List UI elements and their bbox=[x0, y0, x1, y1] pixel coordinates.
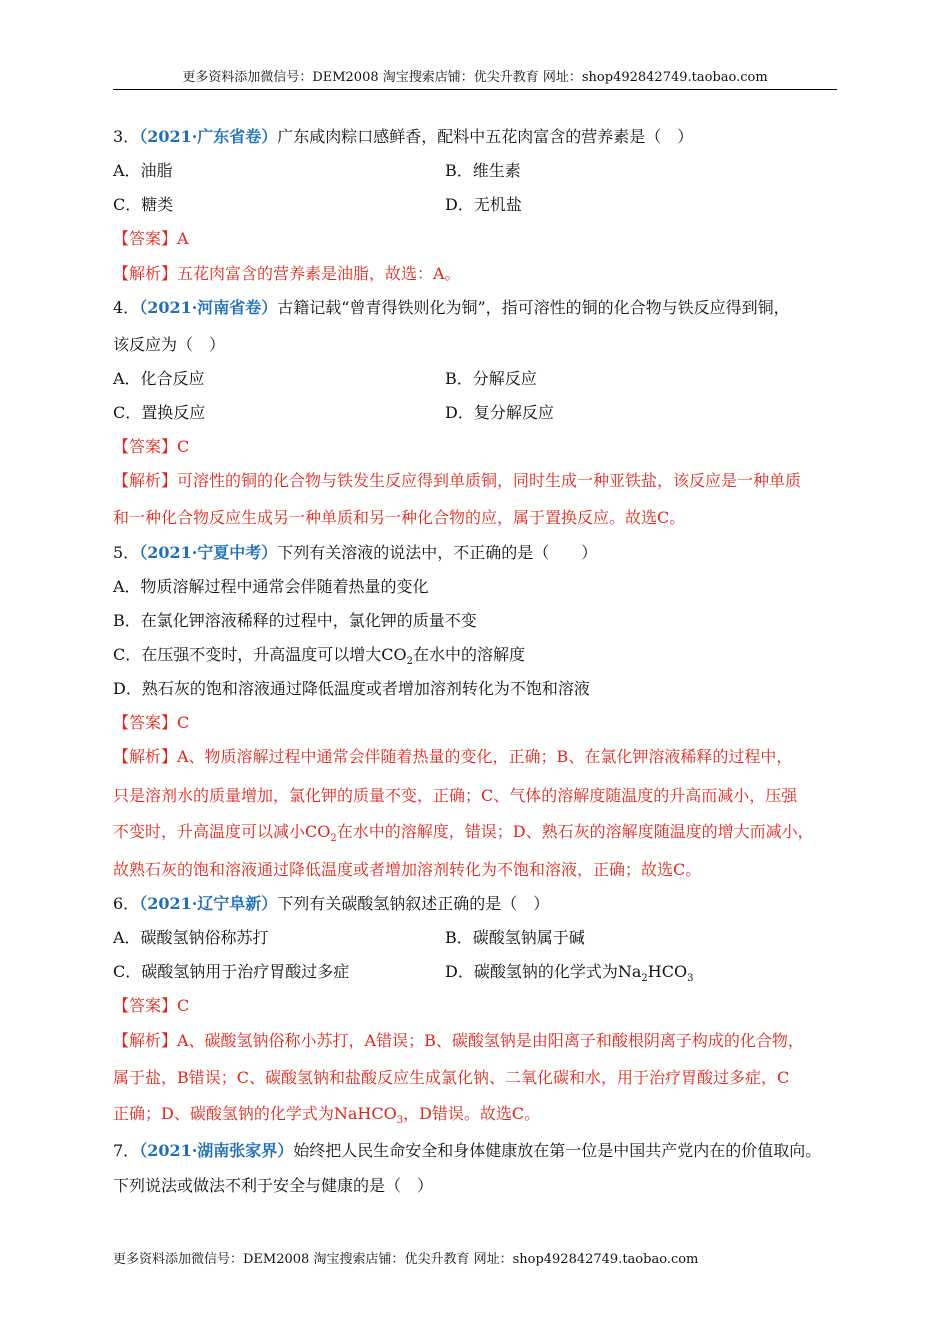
option-a: A．油脂 bbox=[113, 161, 173, 180]
option-b: B．在氯化钾溶液稀释的过程中，氯化钾的质量不变 bbox=[113, 611, 477, 630]
subscript: 2 bbox=[330, 833, 337, 845]
question-text: 下列有关溶液的说法中，不正确的是（ ） bbox=[277, 543, 598, 562]
question-text: 古籍记载“曾青得铁则化为铜”，指可溶性的铜的化合物与铁反应得到铜， bbox=[277, 298, 790, 317]
question-5-stem bbox=[113, 543, 597, 563]
analysis-text-cont: 在水中的溶解度，错误；D、熟石灰的溶解度随温度的增大而减小， bbox=[336, 822, 814, 841]
analysis: 【解析】可溶性的铜的化合物与铁发生反应得到单质铜，同时生成一种亚铁盐，该反应是一种单质 bbox=[113, 471, 802, 490]
question-source: （2021·辽宁阜新） bbox=[139, 894, 278, 913]
answer: 【答案】A bbox=[113, 229, 189, 248]
question-text-cont: 下列说法或做法不利于安全与健康的是（ ） bbox=[113, 1176, 434, 1195]
analysis-cont: 属于盐，B错误；C、碳酸氢钠和盐酸反应生成氯化钠、二氧化碳和水，用于治疗胃酸过多症，C bbox=[113, 1068, 790, 1087]
analysis: 【解析】五花肉富含的营养素是油脂，故选：A。 bbox=[113, 264, 461, 283]
option-c bbox=[113, 645, 525, 668]
question-4-stem bbox=[113, 298, 790, 318]
question-6-stem bbox=[113, 894, 549, 914]
option-a: A．化合反应 bbox=[113, 369, 205, 388]
answer: 【答案】C bbox=[113, 437, 190, 456]
option-b: B．维生素 bbox=[445, 161, 521, 180]
question-source: （2021·湖南张家界） bbox=[139, 1141, 294, 1160]
subscript: 2 bbox=[406, 656, 413, 668]
analysis-cont bbox=[113, 1104, 541, 1127]
analysis-cont: 只是溶剂水的质量增加，氯化钾的质量不变，正确；C、气体的溶解度随温度的升高而减小，压强 bbox=[113, 786, 798, 805]
option-d bbox=[445, 962, 694, 985]
question-number: 6． bbox=[113, 894, 140, 913]
option-c: C．置换反应 bbox=[113, 403, 206, 422]
question-text: 下列有关碳酸氢钠叙述正确的是（ ） bbox=[277, 894, 550, 913]
option-d: D．复分解反应 bbox=[445, 403, 554, 422]
analysis-text: 正确；D、碳酸氢钠的化学式为NaHCO bbox=[113, 1104, 397, 1123]
option-c-text: C．在压强不变时，升高温度可以增大CO bbox=[113, 645, 407, 664]
option-c: C．糖类 bbox=[113, 195, 174, 214]
option-d: D．熟石灰的饱和溶液通过降低温度或者增加溶剂转化为不饱和溶液 bbox=[113, 679, 590, 698]
option-d-text-cont: HCO bbox=[647, 962, 688, 981]
analysis-text: 不变时，升高温度可以减小CO bbox=[113, 822, 331, 841]
option-a: A．碳酸氢钠俗称苏打 bbox=[113, 928, 269, 947]
subscript: 3 bbox=[687, 973, 694, 985]
analysis-cont: 和一种化合物反应生成另一种单质和另一种化合物的应，属于置换反应。故选C。 bbox=[113, 508, 686, 527]
option-c-text-cont: 在水中的溶解度 bbox=[412, 645, 525, 664]
question-number: 4． bbox=[113, 298, 140, 317]
option-b: B．碳酸氢钠属于碱 bbox=[445, 928, 585, 947]
question-7-stem bbox=[113, 1141, 821, 1161]
question-source: （2021·广东省卷） bbox=[139, 127, 278, 146]
analysis-cont: 故熟石灰的饱和溶液通过降低温度或者增加溶剂转化为不饱和溶液，正确；故选C。 bbox=[113, 860, 702, 879]
page-header: 更多资料添加微信号：DEM2008 淘宝搜索店铺：优尖升教育 网址：shop492842749.taobao.com bbox=[113, 66, 837, 90]
page-footer: 更多资料添加微信号：DEM2008 淘宝搜索店铺：优尖升教育 网址：shop492842749.taobao.com bbox=[113, 1252, 699, 1267]
answer: 【答案】C bbox=[113, 713, 190, 732]
subscript: 2 bbox=[641, 973, 648, 985]
question-number: 5． bbox=[113, 543, 140, 562]
subscript: 3 bbox=[396, 1115, 404, 1127]
option-d: D．无机盐 bbox=[445, 195, 522, 214]
analysis: 【解析】A、碳酸氢钠俗称小苏打，A错误；B、碳酸氢钠是由阳离子和酸根阴离子构成的化合物， bbox=[113, 1031, 804, 1050]
option-a: A．物质溶解过程中通常会伴随着热量的变化 bbox=[113, 577, 429, 596]
question-text: 广东咸肉粽口感鲜香，配料中五花肉富含的营养素是（ ） bbox=[277, 127, 694, 146]
option-c: C．碳酸氢钠用于治疗胃酸过多症 bbox=[113, 962, 350, 981]
option-b: B．分解反应 bbox=[445, 369, 537, 388]
question-text-cont: 该反应为（ ） bbox=[113, 335, 226, 354]
question-source: （2021·河南省卷） bbox=[139, 298, 278, 317]
question-3-stem bbox=[113, 127, 693, 147]
answer: 【答案】C bbox=[113, 996, 190, 1015]
analysis-text-cont: ，D错误。故选C。 bbox=[403, 1104, 541, 1123]
question-source: （2021·宁夏中考） bbox=[139, 543, 278, 562]
question-text: 始终把人民生命安全和身体健康放在第一位是中国共产党内在的价值取向。 bbox=[293, 1141, 822, 1160]
question-number: 7． bbox=[113, 1141, 140, 1160]
question-number: 3． bbox=[113, 127, 140, 146]
analysis: 【解析】A、物质溶解过程中通常会伴随着热量的变化，正确；B、在氯化钾溶液稀释的过程中， bbox=[113, 747, 793, 766]
option-d-text: D．碳酸氢钠的化学式为Na bbox=[445, 962, 642, 981]
analysis-cont bbox=[113, 822, 814, 845]
